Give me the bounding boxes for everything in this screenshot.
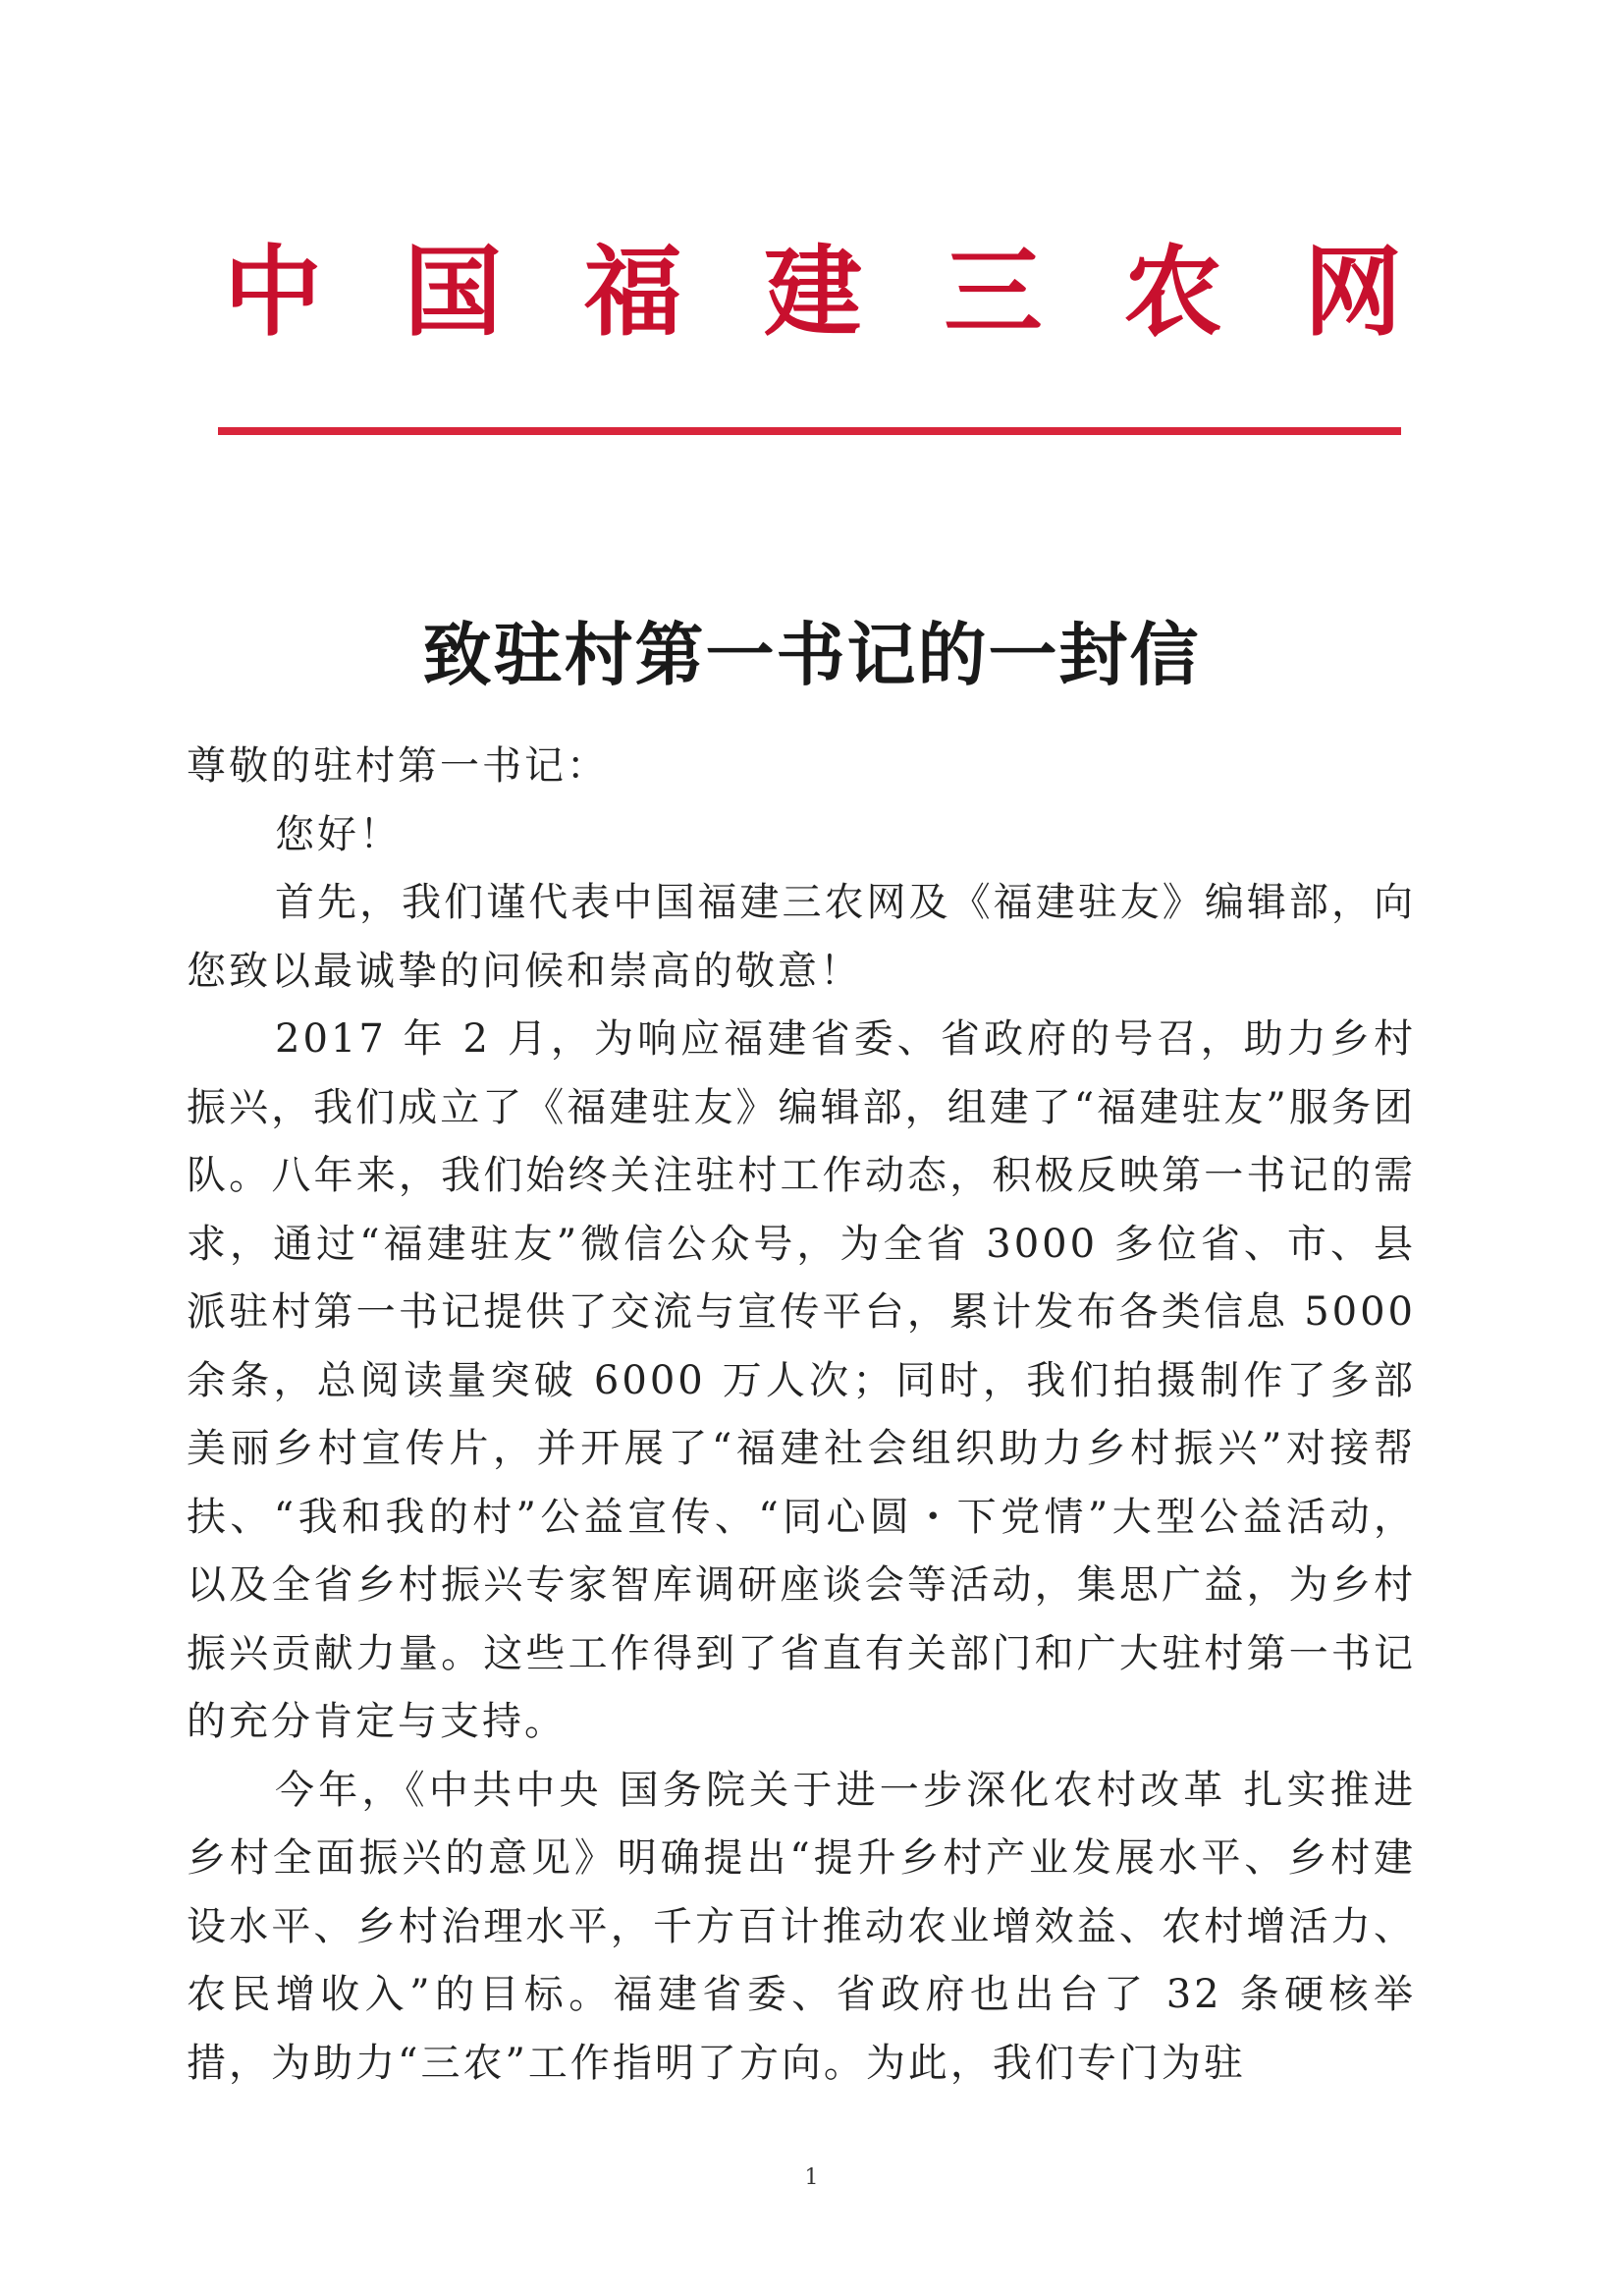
masthead-divider	[218, 427, 1401, 435]
body-paragraph: 首先，我们谨代表中国福建三农网及《福建驻友》编辑部，向您致以最诚挚的问候和崇高的敬意！	[187, 880, 1416, 994]
masthead-char: 建	[763, 235, 862, 350]
masthead-char: 福	[583, 235, 682, 350]
body-paragraph: 今年，《中共中央 国务院关于进一步深化农村改革 扎实推进乡村全面振兴的意见》明确提出“提升乡村产业发展水平、乡村建设水平、乡村治理水平，千方百计推动农业增效益、农村增活力、农民增收入”的目标。福建省委、省政府也出台了 32 条硬核举措，为助力“三农”工作指明了方向。为此，我们专门为驻	[187, 1767, 1416, 2086]
masthead-char: 中	[224, 235, 322, 350]
letter-body	[187, 733, 1416, 2098]
masthead-char: 国	[404, 235, 503, 350]
greeting-paragraph: 您好！	[275, 811, 402, 857]
masthead-char: 农	[1123, 235, 1222, 350]
page-number: 1	[804, 2165, 819, 2190]
masthead-char: 三	[944, 235, 1043, 350]
masthead-char: 网	[1303, 235, 1402, 350]
body-paragraph: 2017 年 2 月，为响应福建省委、省政府的号召，助力乡村振兴，我们成立了《福建驻友》编辑部，组建了“福建驻友”服务团队。八年来，我们始终关注驻村工作动态，积极反映第一书记的需求，通过“福建驻友”微信公众号，为全省 3000 多位省、市、县派驻村第一书记提供了交流与宣传平台，累计发布各类信息 5000 余条，总阅读量突破 6000 万人次；同时，我们拍摄制作了多部美丽乡村宣传片，并开展了“福建社会组织助力乡村振兴”对接帮扶、“我和我的村”公益宣传、“同心圆・下党情”大型公益活动，以及全省乡村振兴专家智库调研座谈会等活动，集思广益，为乡村振兴贡献力量。这些工作得到了省直有关部门和广大驻村第一书记的充分肯定与支持。	[187, 1016, 1416, 1744]
salutation: 尊敬的驻村第一书记：	[187, 743, 609, 789]
masthead-logo	[224, 234, 1402, 352]
letter-title: 致驻村第一书记的一封信	[422, 614, 1201, 695]
